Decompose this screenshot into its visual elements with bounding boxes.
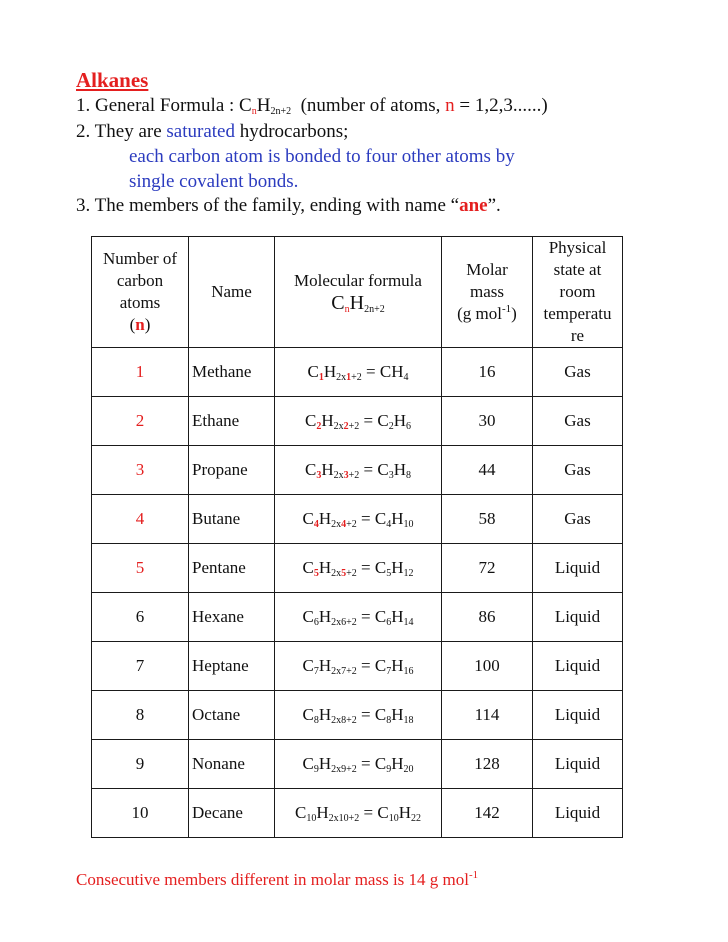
- molar-mass: 114: [442, 691, 533, 740]
- table-row: [92, 593, 623, 642]
- general-formula-line: 1. General Formula : $C_nH_{2n+2}$ (number of atoms, n = 1,2,3......): [76, 95, 548, 117]
- molar-mass: 100: [442, 642, 533, 691]
- table-row: [92, 495, 623, 544]
- physical-state: Liquid: [533, 740, 623, 789]
- alkane-name: Hexane: [189, 593, 275, 642]
- physical-state: Gas: [533, 397, 623, 446]
- physical-state: Gas: [533, 495, 623, 544]
- carbon-count: 1: [92, 348, 189, 397]
- molecular-formula: $C_3H_{2x3+2} = C_3H_8$: [275, 446, 442, 495]
- carbon-count: 9: [92, 740, 189, 789]
- molar-mass: 128: [442, 740, 533, 789]
- physical-state: Liquid: [533, 789, 623, 838]
- table-row: [92, 642, 623, 691]
- carbon-count: 2: [92, 397, 189, 446]
- table-row: [92, 740, 623, 789]
- carbon-count: 6: [92, 593, 189, 642]
- physical-state: Gas: [533, 348, 623, 397]
- molecular-formula: $C_6H_{2x6+2} = C_6H_{14}$: [275, 593, 442, 642]
- table-row: [92, 446, 623, 495]
- alkane-name: Nonane: [189, 740, 275, 789]
- molar-mass: 142: [442, 789, 533, 838]
- table-row: [92, 691, 623, 740]
- saturated-line: 2. They are saturated hydrocarbons;: [76, 121, 349, 142]
- physical-state: Liquid: [533, 593, 623, 642]
- molar-mass: 72: [442, 544, 533, 593]
- physical-state: Liquid: [533, 691, 623, 740]
- saturated-term: saturated: [166, 121, 235, 142]
- page-title: Alkanes: [76, 68, 149, 92]
- alkane-name: Butane: [189, 495, 275, 544]
- alkane-name: Heptane: [189, 642, 275, 691]
- members-line: 3. The members of the family, ending with name “ane”.: [76, 195, 501, 216]
- molecular-formula: $C_2H_{2x2+2} = C_2H_6$: [275, 397, 442, 446]
- molar-mass: 16: [442, 348, 533, 397]
- alkane-name: Decane: [189, 789, 275, 838]
- molecular-formula: $C_1H_{2x1+2} = CH_4$: [275, 348, 442, 397]
- ane-suffix: ane: [459, 195, 488, 216]
- header-name: Name: [189, 237, 275, 348]
- carbon-count: 5: [92, 544, 189, 593]
- molar-mass: 30: [442, 397, 533, 446]
- alkane-name: Propane: [189, 446, 275, 495]
- saturated-detail-2: single covalent bonds.: [129, 171, 299, 192]
- molecular-formula: $C_8H_{2x8+2} = C_8H_{18}$: [275, 691, 442, 740]
- alkane-name: Pentane: [189, 544, 275, 593]
- header-carbon-atoms: Number of carbon atoms (n): [92, 237, 189, 348]
- carbon-count: 7: [92, 642, 189, 691]
- physical-state: Liquid: [533, 642, 623, 691]
- footer-note: Consecutive members different in molar mass is 14 g mol$^{-1}$: [76, 869, 479, 889]
- carbon-count: 10: [92, 789, 189, 838]
- table-row: [92, 348, 623, 397]
- table-header-row: [92, 237, 623, 348]
- molecular-formula: $C_7H_{2x7+2} = C_7H_{16}$: [275, 642, 442, 691]
- table-row: [92, 789, 623, 838]
- molar-mass: 44: [442, 446, 533, 495]
- carbon-count: 3: [92, 446, 189, 495]
- physical-state: Gas: [533, 446, 623, 495]
- molecular-formula: $C_5H_{2x5+2} = C_5H_{12}$: [275, 544, 442, 593]
- physical-state: Liquid: [533, 544, 623, 593]
- alkane-name: Ethane: [189, 397, 275, 446]
- carbon-count: 4: [92, 495, 189, 544]
- saturated-detail-1: each carbon atom is bonded to four other atoms by: [129, 146, 515, 167]
- molar-mass: 58: [442, 495, 533, 544]
- header-physical-state: Physical state at room temperatu re: [533, 237, 623, 348]
- table-row: [92, 397, 623, 446]
- molar-mass: 86: [442, 593, 533, 642]
- header-molecular-formula: Molecular formula $C_nH_{2n+2}$: [275, 237, 442, 348]
- table-row: [92, 544, 623, 593]
- alkane-name: Octane: [189, 691, 275, 740]
- header-molar-mass: Molar mass (g mol$^{-1}$): [442, 237, 533, 348]
- molecular-formula: $C_4H_{2x4+2} = C_4H_{10}$: [275, 495, 442, 544]
- alkanes-table: [91, 236, 623, 838]
- molecular-formula: $C_9H_{2x9+2} = C_9H_{20}$: [275, 740, 442, 789]
- molecular-formula: $C_{10}H_{2x10+2} = C_{10}H_{22}$: [275, 789, 442, 838]
- carbon-count: 8: [92, 691, 189, 740]
- alkane-name: Methane: [189, 348, 275, 397]
